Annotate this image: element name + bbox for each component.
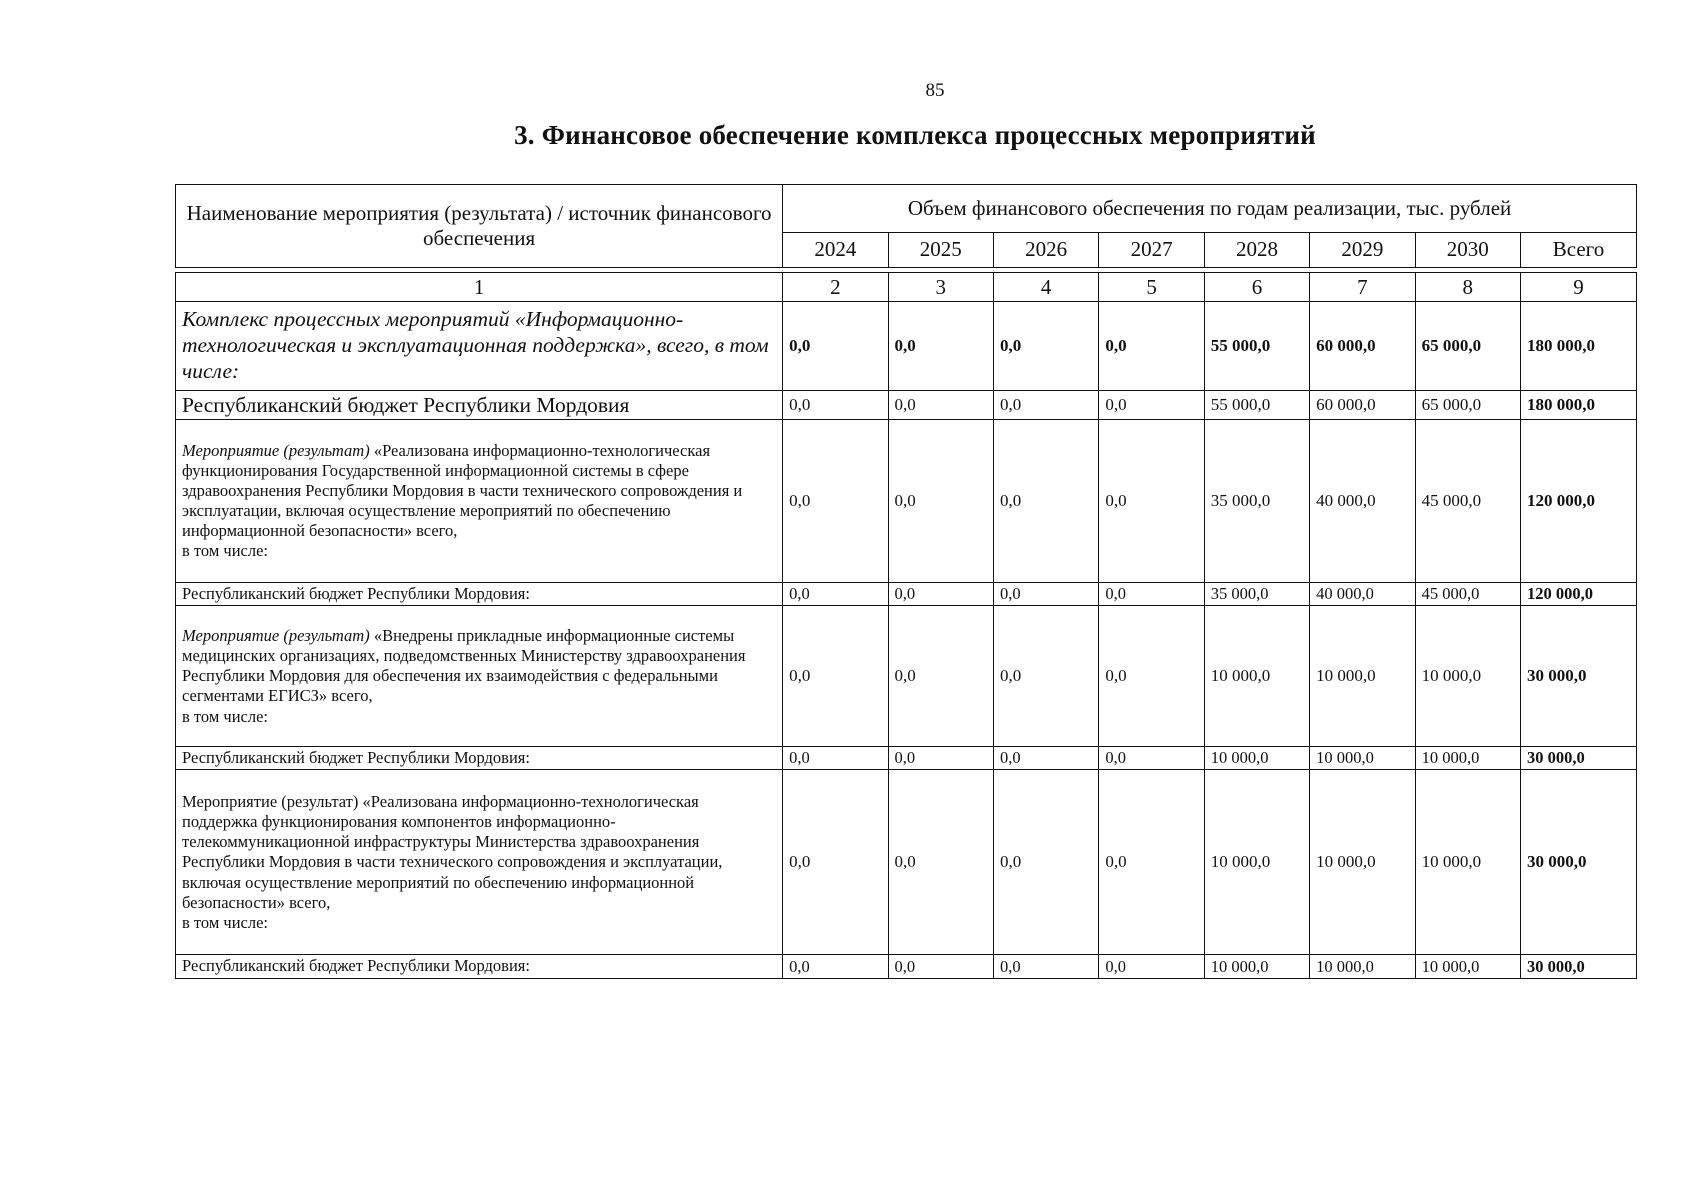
value-cell: 0,0 <box>888 583 993 606</box>
value-cell: 35 000,0 <box>1204 583 1309 606</box>
value-cell: 40 000,0 <box>1310 583 1415 606</box>
value-cell: 0,0 <box>783 420 888 583</box>
value-cell: 10 000,0 <box>1310 606 1415 747</box>
header-name-column: Наименование мероприятия (результата) / источник финансового обеспечения <box>176 185 783 268</box>
event-text: «Внедрены прикладные информационные системы медицинских организациях, подведомственных Министерству здравоохранения Республики Мордовия для обеспечения их взаимодействия с федеральными сегментами ЕГИСЗ» всего, <box>182 626 746 706</box>
header-row <box>176 185 1637 233</box>
total-cell: 30 000,0 <box>1520 770 1636 955</box>
table-row <box>176 747 1637 770</box>
budget-source-name: Республиканский бюджет Республики Мордовия: <box>176 747 783 770</box>
value-cell: 0,0 <box>783 606 888 747</box>
event-text: Мероприятие (результат) «Реализована информационно-технологическая поддержка функционирования компонентов информационно-телекоммуникационной инфраструктуры Министерства здравоохранения Республики Мордовия в части технического сопровождения и эксплуатации, включая осуществление мероприятий по обеспечению информационной безопасности» всего, <box>182 792 723 912</box>
total-cell: 30 000,0 <box>1520 955 1636 978</box>
column-number: 8 <box>1415 273 1520 302</box>
page-title: 3. Финансовое обеспечение комплекса процессных мероприятий <box>514 120 1316 150</box>
value-cell: 10 000,0 <box>1204 747 1309 770</box>
column-number: 6 <box>1204 273 1309 302</box>
total-cell: 120 000,0 <box>1520 583 1636 606</box>
year-header: 2025 <box>888 232 993 267</box>
total-cell: 30 000,0 <box>1520 747 1636 770</box>
total-cell: 30 000,0 <box>1520 606 1636 747</box>
value-cell: 0,0 <box>1099 391 1204 420</box>
column-number: 1 <box>176 273 783 302</box>
value-cell: 60 000,0 <box>1310 391 1415 420</box>
value-cell: 0,0 <box>1099 770 1204 955</box>
complex-name: Комплекс процессных мероприятий «Информационно-технологическая и эксплуатационная поддержка», всего, в том числе: <box>176 302 783 391</box>
value-cell: 0,0 <box>993 420 1098 583</box>
event-name <box>176 770 783 955</box>
value-cell: 0,0 <box>993 302 1098 391</box>
budget-source-name: Республиканский бюджет Республики Мордовия: <box>176 583 783 606</box>
value-cell: 10 000,0 <box>1415 606 1520 747</box>
column-number: 3 <box>888 273 993 302</box>
event-prefix: Мероприятие (результат) <box>182 440 370 460</box>
value-cell: 10 000,0 <box>1204 955 1309 978</box>
value-cell: 10 000,0 <box>1415 747 1520 770</box>
value-cell: 65 000,0 <box>1415 302 1520 391</box>
value-cell: 0,0 <box>1099 955 1204 978</box>
table-row <box>176 302 1637 391</box>
value-cell: 10 000,0 <box>1415 955 1520 978</box>
value-cell: 35 000,0 <box>1204 420 1309 583</box>
value-cell: 0,0 <box>993 770 1098 955</box>
value-cell: 40 000,0 <box>1310 420 1415 583</box>
value-cell: 0,0 <box>993 747 1098 770</box>
value-cell: 0,0 <box>1099 420 1204 583</box>
value-cell: 10 000,0 <box>1204 606 1309 747</box>
value-cell: 10 000,0 <box>1310 770 1415 955</box>
value-cell: 55 000,0 <box>1204 391 1309 420</box>
budget-source-name: Республиканский бюджет Республики Мордовия: <box>176 955 783 978</box>
value-cell: 0,0 <box>888 391 993 420</box>
total-cell: 120 000,0 <box>1520 420 1636 583</box>
value-cell: 10 000,0 <box>1204 770 1309 955</box>
total-cell: 180 000,0 <box>1520 391 1636 420</box>
value-cell: 0,0 <box>888 302 993 391</box>
value-cell: 0,0 <box>993 583 1098 606</box>
value-cell: 45 000,0 <box>1415 420 1520 583</box>
financing-table <box>175 184 1637 979</box>
budget-source-name: Республиканский бюджет Республики Мордовия <box>176 391 783 420</box>
column-number: 4 <box>993 273 1098 302</box>
value-cell: 45 000,0 <box>1415 583 1520 606</box>
column-number: 9 <box>1520 273 1636 302</box>
value-cell: 10 000,0 <box>1310 955 1415 978</box>
value-cell: 0,0 <box>888 747 993 770</box>
event-name <box>176 420 783 583</box>
value-cell: 0,0 <box>993 391 1098 420</box>
value-cell: 0,0 <box>783 302 888 391</box>
total-cell: 180 000,0 <box>1520 302 1636 391</box>
table-row <box>176 606 1637 747</box>
value-cell: 0,0 <box>888 420 993 583</box>
table-row <box>176 955 1637 978</box>
value-cell: 0,0 <box>783 955 888 978</box>
value-cell: 0,0 <box>888 606 993 747</box>
header-volume: Объем финансового обеспечения по годам реализации, тыс. рублей <box>783 185 1637 233</box>
value-cell: 0,0 <box>888 770 993 955</box>
year-header: 2027 <box>1099 232 1204 267</box>
table-row <box>176 770 1637 955</box>
value-cell: 0,0 <box>1099 747 1204 770</box>
event-name <box>176 606 783 747</box>
value-cell: 0,0 <box>783 770 888 955</box>
value-cell: 0,0 <box>993 955 1098 978</box>
year-header: 2030 <box>1415 232 1520 267</box>
value-cell: 60 000,0 <box>1310 302 1415 391</box>
table-row <box>176 420 1637 583</box>
year-header: 2029 <box>1310 232 1415 267</box>
column-number: 5 <box>1099 273 1204 302</box>
event-suffix: в том числе: <box>182 541 269 561</box>
table-row <box>176 391 1637 420</box>
event-prefix: Мероприятие (результат) <box>182 626 370 646</box>
value-cell: 0,0 <box>783 391 888 420</box>
value-cell: 0,0 <box>783 747 888 770</box>
value-cell: 0,0 <box>1099 302 1204 391</box>
page-number: 85 <box>925 80 945 101</box>
year-header: 2026 <box>993 232 1098 267</box>
value-cell: 55 000,0 <box>1204 302 1309 391</box>
table-row <box>176 583 1637 606</box>
event-suffix: в том числе: <box>182 706 269 726</box>
column-number: 7 <box>1310 273 1415 302</box>
column-number: 2 <box>783 273 888 302</box>
value-cell: 0,0 <box>993 606 1098 747</box>
event-text: «Реализована информационно-технологическая функционирования Государственной информационной системы в сфере здравоохранения Республики Мордовия в части технического сопровождения и эксплуатации, включая осуществление мероприятий по обеспечению информационной безопасности» всего, <box>182 440 743 541</box>
value-cell: 0,0 <box>1099 583 1204 606</box>
column-number-row <box>176 273 1637 302</box>
value-cell: 0,0 <box>783 583 888 606</box>
value-cell: 10 000,0 <box>1310 747 1415 770</box>
year-header: 2028 <box>1204 232 1309 267</box>
event-suffix: в том числе: <box>182 912 269 932</box>
year-header: 2024 <box>783 232 888 267</box>
value-cell: 0,0 <box>1099 606 1204 747</box>
value-cell: 65 000,0 <box>1415 391 1520 420</box>
total-header: Всего <box>1520 232 1636 267</box>
value-cell: 0,0 <box>888 955 993 978</box>
value-cell: 10 000,0 <box>1415 770 1520 955</box>
